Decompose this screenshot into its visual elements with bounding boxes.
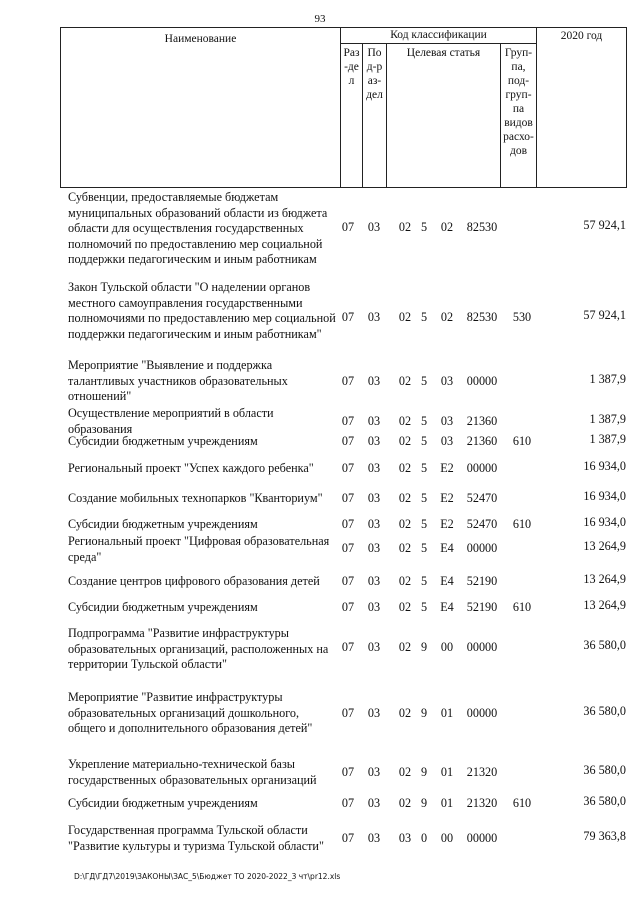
row-code-t1: 02 (398, 220, 412, 234)
row-name: Субвенции, предоставляемые бюджетам муниципальных образований области из бюджета области для осуществления государственных полномочий по предоставлению мер социальной поддержки педагогическим и иным работникам (68, 190, 328, 266)
header-podrazdel (363, 44, 387, 188)
row-code-t1: 02 (398, 796, 412, 810)
row-amount: 36 580,0 (583, 794, 626, 808)
row-amount: 1 387,9 (589, 432, 626, 446)
row-code-t4: 21320 (466, 765, 498, 779)
row-code-t1: 02 (398, 310, 412, 324)
row-code-g: 610 (512, 600, 532, 614)
row-code-t1: 02 (398, 765, 412, 779)
header-podrazdel-label: Под-раз-дел (366, 47, 383, 101)
row-code-r: 07 (341, 310, 355, 324)
row-code-t2: 9 (420, 706, 428, 720)
row-code-t1: 02 (398, 574, 412, 588)
row-code-t4: 00000 (466, 461, 498, 475)
table-header (60, 27, 627, 188)
row-name: Субсидии бюджетным учреждениям (68, 517, 258, 531)
row-code-t2: 5 (420, 434, 428, 448)
row-code-t3: 03 (440, 434, 454, 448)
row-code-t3: 00 (440, 640, 454, 654)
row-amount: 16 934,0 (583, 515, 626, 529)
row-code-p: 03 (367, 831, 381, 845)
header-name-label: Наименование (164, 33, 237, 45)
header-razdel (341, 44, 363, 188)
row-code-r: 07 (341, 600, 355, 614)
file-path-footer: D:\ГД\ГД7\2019\ЗАКОНЫ\ЗАС_5\Бюджет ТО 2020-2022_3 чт\pr12.xls (74, 872, 341, 881)
row-code-p: 03 (367, 574, 381, 588)
row-code-t4: 52190 (466, 600, 498, 614)
row-amount: 57 924,1 (583, 218, 626, 232)
row-code-t4: 52470 (466, 517, 498, 531)
row-amount: 16 934,0 (583, 489, 626, 503)
row-code-t4: 82530 (466, 310, 498, 324)
row-code-t3: 01 (440, 706, 454, 720)
row-code-p: 03 (367, 461, 381, 475)
row-code-r: 07 (341, 706, 355, 720)
row-code-t4: 00000 (466, 831, 498, 845)
row-amount: 57 924,1 (583, 308, 626, 322)
row-amount: 36 580,0 (583, 763, 626, 777)
row-name: Подпрограмма "Развитие инфраструктуры образовательных организаций, расположенных на территории Тульской области" (68, 626, 329, 671)
row-name: Создание центров цифрового образования детей (68, 574, 320, 588)
row-code-r: 07 (341, 765, 355, 779)
row-code-t3: 00 (440, 831, 454, 845)
row-code-t3: E4 (440, 541, 454, 555)
row-code-t3: 01 (440, 796, 454, 810)
row-code-t3: 03 (440, 374, 454, 388)
row-code-t3: 03 (440, 414, 454, 428)
row-code-g: 610 (512, 796, 532, 810)
row-amount: 36 580,0 (583, 704, 626, 718)
row-code-r: 07 (341, 461, 355, 475)
row-code-t1: 02 (398, 414, 412, 428)
row-name: Создание мобильных технопарков "Кванториум" (68, 491, 323, 505)
row-name: Мероприятие "Выявление и поддержка талантливых участников образовательных отношений" (68, 358, 288, 403)
row-name: Укрепление материально-технической базы государственных образовательных организаций (68, 757, 317, 787)
row-code-t2: 5 (420, 461, 428, 475)
row-code-t3: E2 (440, 461, 454, 475)
header-target-label: Целевая статья (406, 47, 481, 59)
row-name: Региональный проект "Цифровая образовательная среда" (68, 534, 330, 564)
row-code-t2: 5 (420, 310, 428, 324)
row-code-t1: 02 (398, 541, 412, 555)
header-year-label: 2020 год (560, 30, 603, 42)
row-name: Осуществление мероприятий в области образования (68, 406, 274, 436)
row-code-t2: 5 (420, 574, 428, 588)
row-code-p: 03 (367, 765, 381, 779)
row-amount: 13 264,9 (583, 572, 626, 586)
row-code-t4: 52190 (466, 574, 498, 588)
row-code-r: 07 (341, 640, 355, 654)
row-code-t1: 02 (398, 600, 412, 614)
row-amount: 1 387,9 (589, 412, 626, 426)
row-amount: 1 387,9 (589, 372, 626, 386)
row-code-r: 07 (341, 796, 355, 810)
row-code-t2: 5 (420, 517, 428, 531)
row-code-r: 07 (341, 491, 355, 505)
row-code-t3: E4 (440, 574, 454, 588)
header-code-group-label: Код классификации (390, 29, 487, 41)
row-code-r: 07 (341, 541, 355, 555)
row-code-p: 03 (367, 374, 381, 388)
row-amount: 79 363,8 (583, 829, 626, 843)
row-code-p: 03 (367, 310, 381, 324)
row-code-t2: 9 (420, 765, 428, 779)
row-code-t3: 01 (440, 765, 454, 779)
row-amount: 36 580,0 (583, 638, 626, 652)
row-code-t2: 5 (420, 414, 428, 428)
page-number: 93 (314, 13, 326, 25)
row-amount: 13 264,9 (583, 539, 626, 553)
row-code-r: 07 (341, 414, 355, 428)
row-name: Субсидии бюджетным учреждениям (68, 600, 258, 614)
row-code-r: 07 (341, 374, 355, 388)
row-name: Государственная программа Тульской области "Развитие культуры и туризма Тульской области" (68, 823, 324, 853)
row-code-t2: 9 (420, 796, 428, 810)
row-name: Субсидии бюджетным учреждениям (68, 434, 258, 448)
row-code-t2: 0 (420, 831, 428, 845)
header-year (537, 28, 627, 188)
row-code-t4: 21320 (466, 796, 498, 810)
header-code-group (341, 28, 537, 44)
row-code-t1: 02 (398, 491, 412, 505)
row-code-p: 03 (367, 706, 381, 720)
row-code-t1: 02 (398, 640, 412, 654)
row-code-t4: 21360 (466, 434, 498, 448)
header-group-label: Груп-па, под-груп-па видов расхо-дов (503, 47, 534, 157)
row-code-t2: 5 (420, 600, 428, 614)
row-name: Региональный проект "Успех каждого ребенка" (68, 461, 314, 475)
row-code-t4: 00000 (466, 640, 498, 654)
row-code-t2: 5 (420, 491, 428, 505)
row-code-t4: 21360 (466, 414, 498, 428)
row-code-t3: E2 (440, 517, 454, 531)
row-code-t4: 00000 (466, 541, 498, 555)
row-code-t1: 03 (398, 831, 412, 845)
row-code-t1: 02 (398, 706, 412, 720)
row-code-t2: 5 (420, 541, 428, 555)
row-code-t4: 52470 (466, 491, 498, 505)
row-name: Мероприятие "Развитие инфраструктуры образовательных организаций дошкольного, общего и дополнительного образования детей" (68, 690, 313, 735)
row-code-p: 03 (367, 491, 381, 505)
row-code-t4: 82530 (466, 220, 498, 234)
row-code-r: 07 (341, 220, 355, 234)
row-code-t3: 02 (440, 220, 454, 234)
row-code-g: 530 (512, 310, 532, 324)
row-code-t1: 02 (398, 374, 412, 388)
row-code-t1: 02 (398, 517, 412, 531)
row-code-t4: 00000 (466, 706, 498, 720)
row-code-t3: 02 (440, 310, 454, 324)
header-target (387, 44, 501, 188)
row-code-t1: 02 (398, 461, 412, 475)
row-code-r: 07 (341, 574, 355, 588)
row-code-g: 610 (512, 434, 532, 448)
row-code-t2: 5 (420, 374, 428, 388)
row-code-t3: E4 (440, 600, 454, 614)
row-code-t1: 02 (398, 434, 412, 448)
row-code-r: 07 (341, 831, 355, 845)
row-code-t2: 9 (420, 640, 428, 654)
header-name (61, 28, 341, 188)
row-code-p: 03 (367, 414, 381, 428)
row-amount: 16 934,0 (583, 459, 626, 473)
row-code-r: 07 (341, 434, 355, 448)
row-code-p: 03 (367, 517, 381, 531)
row-code-p: 03 (367, 600, 381, 614)
header-razdel-label: Раз-дел (343, 47, 360, 87)
row-code-t2: 5 (420, 220, 428, 234)
row-code-p: 03 (367, 640, 381, 654)
row-code-p: 03 (367, 220, 381, 234)
row-name: Закон Тульской области "О наделении органов местного самоуправления государственными полномочиями по предоставлению мер социальной поддержки педагогическим и иным работникам" (68, 280, 336, 341)
row-name: Субсидии бюджетным учреждениям (68, 796, 258, 810)
header-group (501, 44, 537, 188)
row-code-p: 03 (367, 541, 381, 555)
row-code-p: 03 (367, 434, 381, 448)
row-code-g: 610 (512, 517, 532, 531)
row-code-r: 07 (341, 517, 355, 531)
row-code-t4: 00000 (466, 374, 498, 388)
row-code-t3: E2 (440, 491, 454, 505)
row-code-p: 03 (367, 796, 381, 810)
row-amount: 13 264,9 (583, 598, 626, 612)
